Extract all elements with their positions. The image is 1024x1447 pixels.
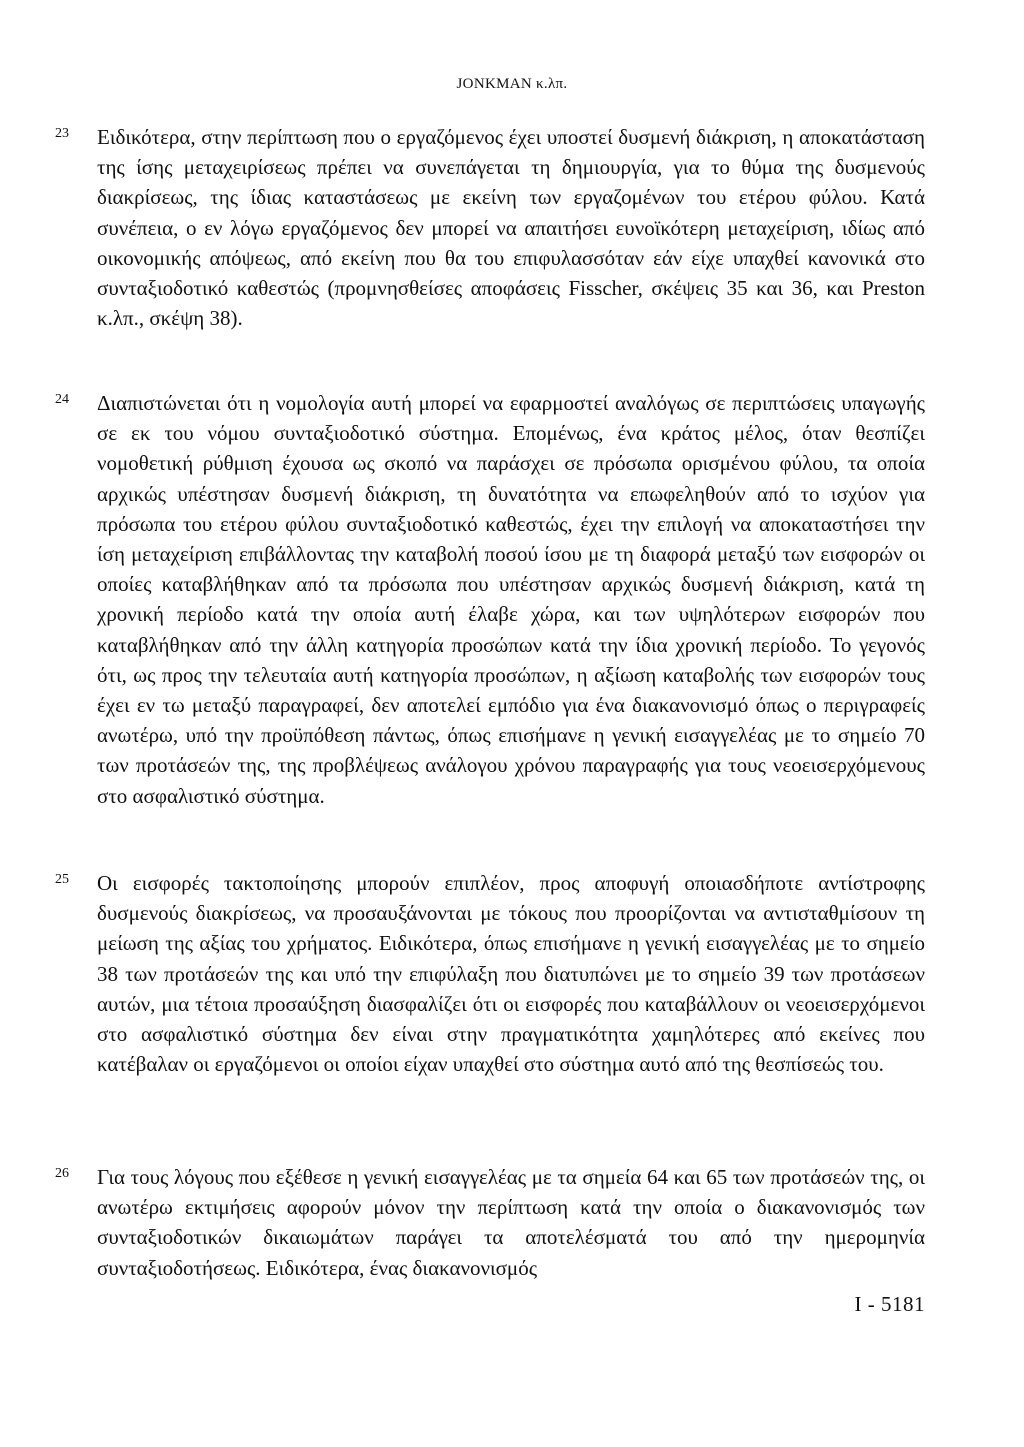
paragraph-number: 23 (55, 126, 69, 141)
paragraph-text: Διαπιστώνεται ότι η νομολογία αυτή μπορεί να εφαρμοστεί αναλόγως σε περιπτώσεις υπαγωγής σε εκ του νόμου συνταξιοδοτικό σύστημα. Επομένως, ένα κράτος μέλος, όταν θεσπίζει νομοθετική ρύθμιση έχουσα ως σκοπό να παράσχει σε πρόσωπα ορισμένου φύλου, τα οποία αρχικώς υπέστησαν δυσμενή διάκριση, τη δυνατότητα να επωφεληθούν από το ισχύον για πρόσωπα του ετέρου φύλου συνταξιοδοτικό καθεστώς, έχει την επιλογή να αποκαταστήσει την ίση μεταχείριση επιβάλλοντας την καταβολή ποσού ίσου με τη διαφορά μεταξύ των εισφορών οι οποίες καταβλήθηκαν από τα πρόσωπα που υπέστησαν αρχικώς δυσμενή διάκριση, κατά τη χρονική περίοδο κατά την οποία αυτή έλαβε χώρα, και των υψηλότερων εισφορών που καταβλήθηκαν από την άλλη κατηγορία προσώπων κατά την ίδια χρονική περίοδο. Το γεγονός ότι, ως προς την τελευταία αυτή κατηγορία προσώπων, η αξίωση καταβολής των εισφορών τους έχει εν τω μεταξύ παραγραφεί, δεν αποτελεί εμπόδιο για ένα διακανονισμό όπως ο περιγραφείς ανωτέρω, υπό την προϋπόθεση πάντως, όπως επισήμανε η γενική εισαγγελέας με το σημείο 70 των προτάσεών της, της προβλέψεως ανάλογου χρόνου παραγραφής για τους νεοεισερχόμενους στο ασφαλιστικό σύστημα. (97, 391, 925, 808)
paragraph-number: 24 (55, 392, 69, 407)
paragraph-number: 26 (55, 1166, 69, 1181)
paragraph-25 (55, 868, 925, 1079)
paragraph-23 (55, 122, 925, 333)
paragraph-text: Οι εισφορές τακτοποίησης μπορούν επιπλέον, προς αποφυγή οποιασδήποτε αντίστροφης δυσμενούς διακρίσεως, να προσαυξάνονται με τόκους που προορίζονται να αντισταθμίσουν τη μείωση της αξίας του χρήματος. Ειδικότερα, όπως επισήμανε η γενική εισαγγελέας με το σημείο 38 των προτάσεών της και υπό την επιφύλαξη που διατυπώνει με το σημείο 39 των προτάσεων αυτών, μια τέτοια προσαύξηση διασφαλίζει ότι οι εισφορές που καταβάλλουν οι νεοεισερχόμενοι στο ασφαλιστικό σύστημα δεν είναι στην πραγματικότητα χαμηλότερες από εκείνες που κατέβαλαν οι εργαζόμενοι οι οποίοι είχαν υπαχθεί στο σύστημα αυτό από της θεσπίσεώς του. (97, 871, 925, 1077)
page-number: I - 5181 (854, 1292, 925, 1316)
paragraph-number: 25 (55, 872, 69, 887)
running-header: JONKMAN κ.λπ. (456, 76, 568, 92)
paragraph-26 (55, 1162, 925, 1283)
paragraph-24 (55, 388, 925, 811)
paragraph-text: Ειδικότερα, στην περίπτωση που ο εργαζόμενος έχει υποστεί δυσμενή διάκριση, η αποκατάσταση της ίσης μεταχειρίσεως πρέπει να συνεπάγεται τη δημιουργία, για το θύμα της δυσμενούς διακρίσεως, της ίδιας καταστάσεως με εκείνη των εργαζομένων του ετέρου φύλου. Κατά συνέπεια, ο εν λόγω εργαζόμενος δεν μπορεί να απαιτήσει ευνοϊκότερη μεταχείριση, ιδίως από οικονομικής απόψεως, από εκείνη που θα του επιφυλασσόταν εάν είχε υπαχθεί κανονικά στο συνταξιοδοτικό καθεστώς (προμνησθείσες αποφάσεις Fisscher, σκέψεις 35 και 36, και Preston κ.λπ., σκέψη 38). (97, 125, 925, 331)
paragraph-text: Για τους λόγους που εξέθεσε η γενική εισαγγελέας με τα σημεία 64 και 65 των προτάσεών της, οι ανωτέρω εκτιμήσεις αφορούν μόνον την περίπτωση κατά την οποία ο διακανονισμός των συνταξιοδοτικών δικαιωμάτων παράγει τα αποτελέσματά του από την ημερομηνία συνταξιοδοτήσεως. Ειδικότερα, ένας διακανονισμός (97, 1165, 925, 1280)
